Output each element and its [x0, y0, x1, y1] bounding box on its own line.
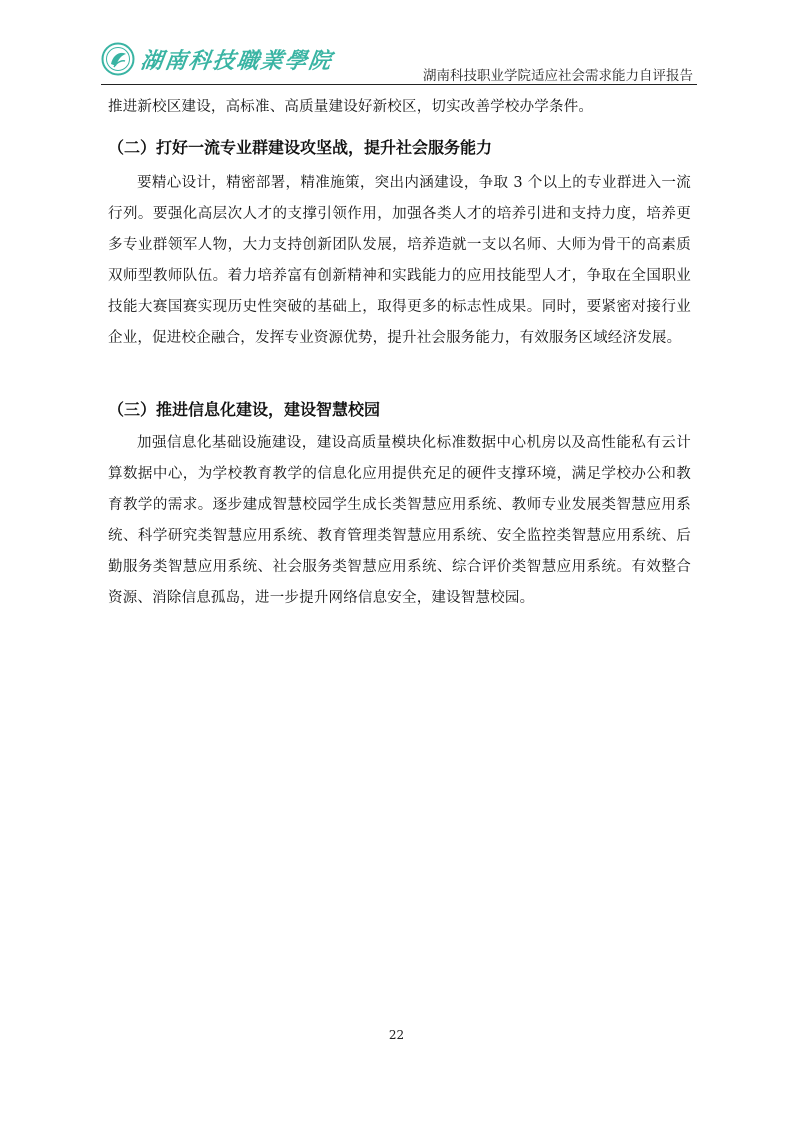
section-3-heading: （三）推进信息化建设，建设智慧校园: [108, 400, 381, 419]
page-header: [101, 38, 697, 86]
page-number: 22: [388, 1028, 405, 1042]
intro-line: 推进新校区建设，高标准、高质量建设好新校区，切实改善学校办学条件。: [108, 99, 594, 115]
header-divider: [101, 84, 697, 85]
section-2-paragraph: 要精心设计，精密部署，精准施策，突出内涵建设，争取 3 个以上的专业群进入一流行列。要强化高层次人才的支撑引领作用，加强各类人才的培养引进和支持力度，培养更多专业群领军人物，大力支持创新团队发展，培养造就一支以名师、大师为骨干的高素质双师型教师队伍。着力培养富有创新精神和实践能力的应用技能型人才，争取在全国职业技能大赛国赛实现历史性突破的基础上，取得更多的标志性成果。同时，要紧密对接行业企业，促进校企融合，发挥专业资源优势，提升社会服务能力，有效服务区域经济发展。: [108, 175, 691, 346]
report-title: 湖南科技职业学院适应社会需求能力自评报告: [423, 68, 693, 84]
college-logo-text: 湖南科技職業學院: [138, 47, 335, 74]
college-logo: [101, 42, 333, 76]
section-3-paragraph: 加强信息化基础设施建设，建设高质量模块化标准数据中心机房以及高性能私有云计算数据中心，为学校教育教学的信息化应用提供充足的硬件支撑环境，满足学校办公和教育教学的需求。逐步建成智慧校园学生成长类智慧应用系统、教师专业发展类智慧应用系统、科学研究类智慧应用系统、教育管理类智慧应用系统、安全监控类智慧应用系统、后勤服务类智慧应用系统、社会服务类智慧应用系统、综合评价类智慧应用系统。有效整合资源、消除信息孤岛，进一步提升网络信息安全，建设智慧校园。: [108, 435, 691, 606]
college-seal-icon: [101, 42, 135, 76]
section-2-heading: （二）打好一流专业群建设攻坚战，提升社会服务能力: [108, 138, 493, 157]
